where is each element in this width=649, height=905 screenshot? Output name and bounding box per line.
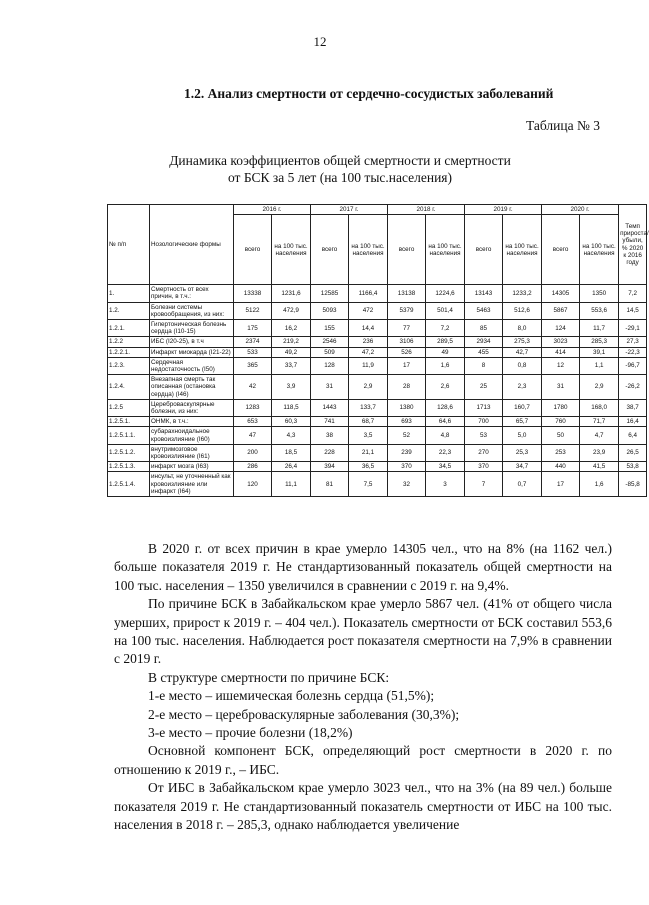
row-value: 3,9 bbox=[272, 375, 311, 400]
table-row bbox=[108, 472, 647, 497]
table-caption bbox=[130, 152, 550, 186]
row-number: 1. bbox=[108, 285, 150, 302]
table-row bbox=[108, 337, 647, 347]
row-value: 21,1 bbox=[349, 444, 388, 461]
row-value: 128,6 bbox=[426, 399, 465, 416]
header-per100k: на 100 тыс. населения bbox=[272, 215, 311, 285]
row-rate: 6,4 bbox=[619, 427, 647, 444]
header-per100k: на 100 тыс. населения bbox=[580, 215, 619, 285]
row-value: 8,0 bbox=[503, 320, 542, 337]
paragraph: 1-е место – ишемическая болезнь сердца (51,5%); bbox=[148, 688, 435, 704]
row-value: 5867 bbox=[542, 302, 580, 319]
paragraph: От ИБС в Забайкальском крае умерло 3023 чел., что на 3% (на 89 чел.) больше показателя 2019 г. Не стандартизованный показатель смертности от ИБС на 100 тыс. населения в 2018 г. – 285,3, однако наблюдается увеличение bbox=[114, 780, 612, 833]
row-value: 1780 bbox=[542, 399, 580, 416]
row-value: 128 bbox=[311, 357, 349, 374]
row-value: 5122 bbox=[234, 302, 272, 319]
row-value: 49,2 bbox=[272, 347, 311, 357]
header-per100k: на 100 тыс. населения bbox=[349, 215, 388, 285]
row-value: 509 bbox=[311, 347, 349, 357]
header-all: всего bbox=[388, 215, 426, 285]
row-value: 47,2 bbox=[349, 347, 388, 357]
row-value: 472 bbox=[349, 302, 388, 319]
header-year: 2017 г. bbox=[311, 205, 388, 215]
body-text bbox=[114, 540, 612, 835]
row-value: 65,7 bbox=[503, 417, 542, 427]
paragraph: В структуре смертности по причине БСК: bbox=[148, 669, 390, 685]
header-all: всего bbox=[542, 215, 580, 285]
row-value: 394 bbox=[311, 462, 349, 472]
row-value: 5093 bbox=[311, 302, 349, 319]
row-value: 1166,4 bbox=[349, 285, 388, 302]
table-row bbox=[108, 347, 647, 357]
table-row bbox=[108, 285, 647, 302]
row-value: 38 bbox=[311, 427, 349, 444]
row-value: 133,7 bbox=[349, 399, 388, 416]
row-rate: -96,7 bbox=[619, 357, 647, 374]
header-all: всего bbox=[234, 215, 272, 285]
row-value: 693 bbox=[388, 417, 426, 427]
row-value: 1283 bbox=[234, 399, 272, 416]
row-value: 2934 bbox=[465, 337, 503, 347]
row-value: 13138 bbox=[388, 285, 426, 302]
header-num: № п/п bbox=[108, 205, 150, 285]
table-row bbox=[108, 375, 647, 400]
row-value: 11,1 bbox=[272, 472, 311, 497]
row-value: 42 bbox=[234, 375, 272, 400]
row-value: 526 bbox=[388, 347, 426, 357]
row-value: 414 bbox=[542, 347, 580, 357]
row-value: 1,1 bbox=[580, 357, 619, 374]
row-value: 253 bbox=[542, 444, 580, 461]
row-value: 286 bbox=[234, 462, 272, 472]
paragraph: 3-е место – прочие болезни (18,2%) bbox=[148, 725, 353, 741]
header-year: 2019 г. bbox=[465, 205, 542, 215]
row-name: инсульт, не уточненный как кровоизлияние или инфаркт (I64) bbox=[150, 472, 234, 497]
row-value: 700 bbox=[465, 417, 503, 427]
table-row bbox=[108, 302, 647, 319]
row-name: внутримозговое кровоизлияние (I61) bbox=[150, 444, 234, 461]
row-value: 236 bbox=[349, 337, 388, 347]
row-value: 1713 bbox=[465, 399, 503, 416]
row-value: 1,6 bbox=[426, 357, 465, 374]
row-value: 5463 bbox=[465, 302, 503, 319]
row-value: 1350 bbox=[580, 285, 619, 302]
row-rate: 27,3 bbox=[619, 337, 647, 347]
row-value: 553,6 bbox=[580, 302, 619, 319]
row-value: 155 bbox=[311, 320, 349, 337]
row-value: 16,2 bbox=[272, 320, 311, 337]
row-value: 14,4 bbox=[349, 320, 388, 337]
header-forms: Нозологические формы bbox=[150, 205, 234, 285]
row-number: 1.2.5.1.4. bbox=[108, 472, 150, 497]
row-rate: 26,5 bbox=[619, 444, 647, 461]
row-value: 760 bbox=[542, 417, 580, 427]
row-name: Смертность от всех причин, в т.ч.: bbox=[150, 285, 234, 302]
row-rate: -22,3 bbox=[619, 347, 647, 357]
row-number: 1.2.5.1. bbox=[108, 417, 150, 427]
caption-line-2: от БСК за 5 лет (на 100 тыс.населения) bbox=[227, 170, 452, 185]
row-value: 289,5 bbox=[426, 337, 465, 347]
row-value: 22,3 bbox=[426, 444, 465, 461]
row-value: 2,9 bbox=[349, 375, 388, 400]
row-value: 160,7 bbox=[503, 399, 542, 416]
row-name: Внезапная смерть так описанная (остановка сердца) (I46) bbox=[150, 375, 234, 400]
row-value: 4,3 bbox=[272, 427, 311, 444]
table-row bbox=[108, 417, 647, 427]
row-value: 13338 bbox=[234, 285, 272, 302]
table-row bbox=[108, 357, 647, 374]
row-value: 472,9 bbox=[272, 302, 311, 319]
row-value: 120 bbox=[234, 472, 272, 497]
paragraph: 2-е место – цереброваскулярные заболевания (30,3%); bbox=[148, 706, 460, 722]
row-value: 11,9 bbox=[349, 357, 388, 374]
header-per100k: на 100 тыс. населения bbox=[503, 215, 542, 285]
row-name: ИБС (I20-25), в т.ч bbox=[150, 337, 234, 347]
row-rate: -29,1 bbox=[619, 320, 647, 337]
table-row bbox=[108, 320, 647, 337]
row-value: 653 bbox=[234, 417, 272, 427]
row-number: 1.2.5.1.2. bbox=[108, 444, 150, 461]
row-number: 1.2.3. bbox=[108, 357, 150, 374]
row-value: 501,4 bbox=[426, 302, 465, 319]
row-number: 1.2.5.1.3. bbox=[108, 462, 150, 472]
header-per100k: на 100 тыс. населения bbox=[426, 215, 465, 285]
row-value: 18,5 bbox=[272, 444, 311, 461]
row-value: 370 bbox=[465, 462, 503, 472]
row-name: ОНМК, в т.ч.: bbox=[150, 417, 234, 427]
row-value: 50 bbox=[542, 427, 580, 444]
row-value: 25,3 bbox=[503, 444, 542, 461]
row-value: 440 bbox=[542, 462, 580, 472]
header-rate: Темп прироста/убыли, % 2020 к 2016 году bbox=[619, 205, 647, 285]
row-value: 1443 bbox=[311, 399, 349, 416]
paragraph: В 2020 г. от всех причин в крае умерло 14305 чел., что на 8% (на 1162 чел.) больше показателя 2019 г. Не стандартизованный показатель общей смертности на 100 тыс. населения – 1350 увеличился в сравнении с 2019 г. на 9,4%. bbox=[114, 541, 612, 593]
row-value: 455 bbox=[465, 347, 503, 357]
row-value: 14305 bbox=[542, 285, 580, 302]
row-value: 32 bbox=[388, 472, 426, 497]
row-name: инфаркт мозга (I63) bbox=[150, 462, 234, 472]
row-value: 5,0 bbox=[503, 427, 542, 444]
row-value: 52 bbox=[388, 427, 426, 444]
row-value: 3 bbox=[426, 472, 465, 497]
row-value: 275,3 bbox=[503, 337, 542, 347]
section-heading: 1.2. Анализ смертности от сердечно-сосудистых заболеваний bbox=[184, 86, 554, 101]
header-year: 2016 г. bbox=[234, 205, 311, 215]
row-number: 1.2.5.1.1. bbox=[108, 427, 150, 444]
row-name: Гипертоническая болезнь сердца (I10-15) bbox=[150, 320, 234, 337]
row-value: 285,3 bbox=[580, 337, 619, 347]
header-year: 2018 г. bbox=[388, 205, 465, 215]
row-name: субарахноидальное кровоизлияние (I60) bbox=[150, 427, 234, 444]
row-name: Цереброваскулярные болезни, из них: bbox=[150, 399, 234, 416]
row-value: 7 bbox=[465, 472, 503, 497]
row-value: 365 bbox=[234, 357, 272, 374]
row-value: 41,5 bbox=[580, 462, 619, 472]
row-rate: -26,2 bbox=[619, 375, 647, 400]
row-value: 2,6 bbox=[426, 375, 465, 400]
row-value: 200 bbox=[234, 444, 272, 461]
header-all: всего bbox=[311, 215, 349, 285]
row-rate: 14,5 bbox=[619, 302, 647, 319]
table-label: Таблица № 3 bbox=[526, 118, 600, 133]
row-number: 1.2.1. bbox=[108, 320, 150, 337]
row-value: 741 bbox=[311, 417, 349, 427]
row-rate: 38,7 bbox=[619, 399, 647, 416]
row-value: 124 bbox=[542, 320, 580, 337]
row-value: 33,7 bbox=[272, 357, 311, 374]
row-value: 49 bbox=[426, 347, 465, 357]
row-number: 1.2.4. bbox=[108, 375, 150, 400]
row-value: 1224,6 bbox=[426, 285, 465, 302]
row-value: 31 bbox=[542, 375, 580, 400]
row-value: 17 bbox=[542, 472, 580, 497]
row-number: 1.2. bbox=[108, 302, 150, 319]
row-value: 26,4 bbox=[272, 462, 311, 472]
row-rate: 7,2 bbox=[619, 285, 647, 302]
row-number: 1.2.2 bbox=[108, 337, 150, 347]
row-value: 1231,6 bbox=[272, 285, 311, 302]
row-value: 2,9 bbox=[580, 375, 619, 400]
row-value: 12585 bbox=[311, 285, 349, 302]
row-number: 1.2.2.1. bbox=[108, 347, 150, 357]
row-value: 31 bbox=[311, 375, 349, 400]
page-number: 12 bbox=[313, 34, 327, 49]
row-name: Сердечная недостаточность (I50) bbox=[150, 357, 234, 374]
row-value: 7,5 bbox=[349, 472, 388, 497]
row-value: 77 bbox=[388, 320, 426, 337]
row-value: 85 bbox=[465, 320, 503, 337]
row-value: 3106 bbox=[388, 337, 426, 347]
row-value: 39,1 bbox=[580, 347, 619, 357]
row-value: 81 bbox=[311, 472, 349, 497]
paragraph: По причине БСК в Забайкальском крае умерло 5867 чел. (41% от общего числа умерших, прирост к 2019 г. – 404 чел.). Показатель смертности от БСК составил 553,6 на 100 тыс. населения. Наблюдается рост показателя смертности на 7,9% в сравнении с 2019 г. bbox=[114, 596, 612, 667]
row-number: 1.2.5 bbox=[108, 399, 150, 416]
caption-line-1: Динамика коэффициентов общей смертности и смертности bbox=[169, 153, 511, 168]
row-value: 5379 bbox=[388, 302, 426, 319]
paragraph: Основной компонент БСК, определяющий рост смертности в 2020 г. по отношению к 2019 г., – ИБС. bbox=[114, 743, 612, 777]
row-value: 60,3 bbox=[272, 417, 311, 427]
row-name: Инфаркт миокарда (I21-22) bbox=[150, 347, 234, 357]
row-value: 2546 bbox=[311, 337, 349, 347]
header-year: 2020 г. bbox=[542, 205, 619, 215]
row-value: 53 bbox=[465, 427, 503, 444]
row-rate: 53,8 bbox=[619, 462, 647, 472]
row-value: 68,7 bbox=[349, 417, 388, 427]
row-value: 34,7 bbox=[503, 462, 542, 472]
table-row bbox=[108, 444, 647, 461]
row-value: 1380 bbox=[388, 399, 426, 416]
row-value: 512,6 bbox=[503, 302, 542, 319]
row-value: 11,7 bbox=[580, 320, 619, 337]
row-value: 0,7 bbox=[503, 472, 542, 497]
row-value: 25 bbox=[465, 375, 503, 400]
row-value: 533 bbox=[234, 347, 272, 357]
row-value: 0,8 bbox=[503, 357, 542, 374]
header-all: всего bbox=[465, 215, 503, 285]
row-value: 12 bbox=[542, 357, 580, 374]
table-row bbox=[108, 427, 647, 444]
row-value: 13143 bbox=[465, 285, 503, 302]
mortality-table bbox=[107, 204, 647, 497]
row-value: 47 bbox=[234, 427, 272, 444]
row-value: 36,5 bbox=[349, 462, 388, 472]
row-value: 219,2 bbox=[272, 337, 311, 347]
table-row bbox=[108, 462, 647, 472]
row-value: 270 bbox=[465, 444, 503, 461]
row-value: 42,7 bbox=[503, 347, 542, 357]
row-value: 4,7 bbox=[580, 427, 619, 444]
row-value: 64,6 bbox=[426, 417, 465, 427]
row-value: 1,6 bbox=[580, 472, 619, 497]
row-value: 17 bbox=[388, 357, 426, 374]
row-value: 23,9 bbox=[580, 444, 619, 461]
row-value: 2,3 bbox=[503, 375, 542, 400]
row-value: 34,5 bbox=[426, 462, 465, 472]
row-value: 8 bbox=[465, 357, 503, 374]
row-value: 3023 bbox=[542, 337, 580, 347]
row-value: 168,0 bbox=[580, 399, 619, 416]
row-name: Болезни системы кровообращения, из них: bbox=[150, 302, 234, 319]
table-row bbox=[108, 399, 647, 416]
row-value: 7,2 bbox=[426, 320, 465, 337]
row-value: 3,5 bbox=[349, 427, 388, 444]
row-value: 2374 bbox=[234, 337, 272, 347]
row-rate: -85,8 bbox=[619, 472, 647, 497]
row-value: 370 bbox=[388, 462, 426, 472]
row-value: 1233,2 bbox=[503, 285, 542, 302]
row-value: 4,8 bbox=[426, 427, 465, 444]
row-value: 118,5 bbox=[272, 399, 311, 416]
row-rate: 16,4 bbox=[619, 417, 647, 427]
row-value: 28 bbox=[388, 375, 426, 400]
row-value: 175 bbox=[234, 320, 272, 337]
row-value: 239 bbox=[388, 444, 426, 461]
row-value: 71,7 bbox=[580, 417, 619, 427]
row-value: 228 bbox=[311, 444, 349, 461]
